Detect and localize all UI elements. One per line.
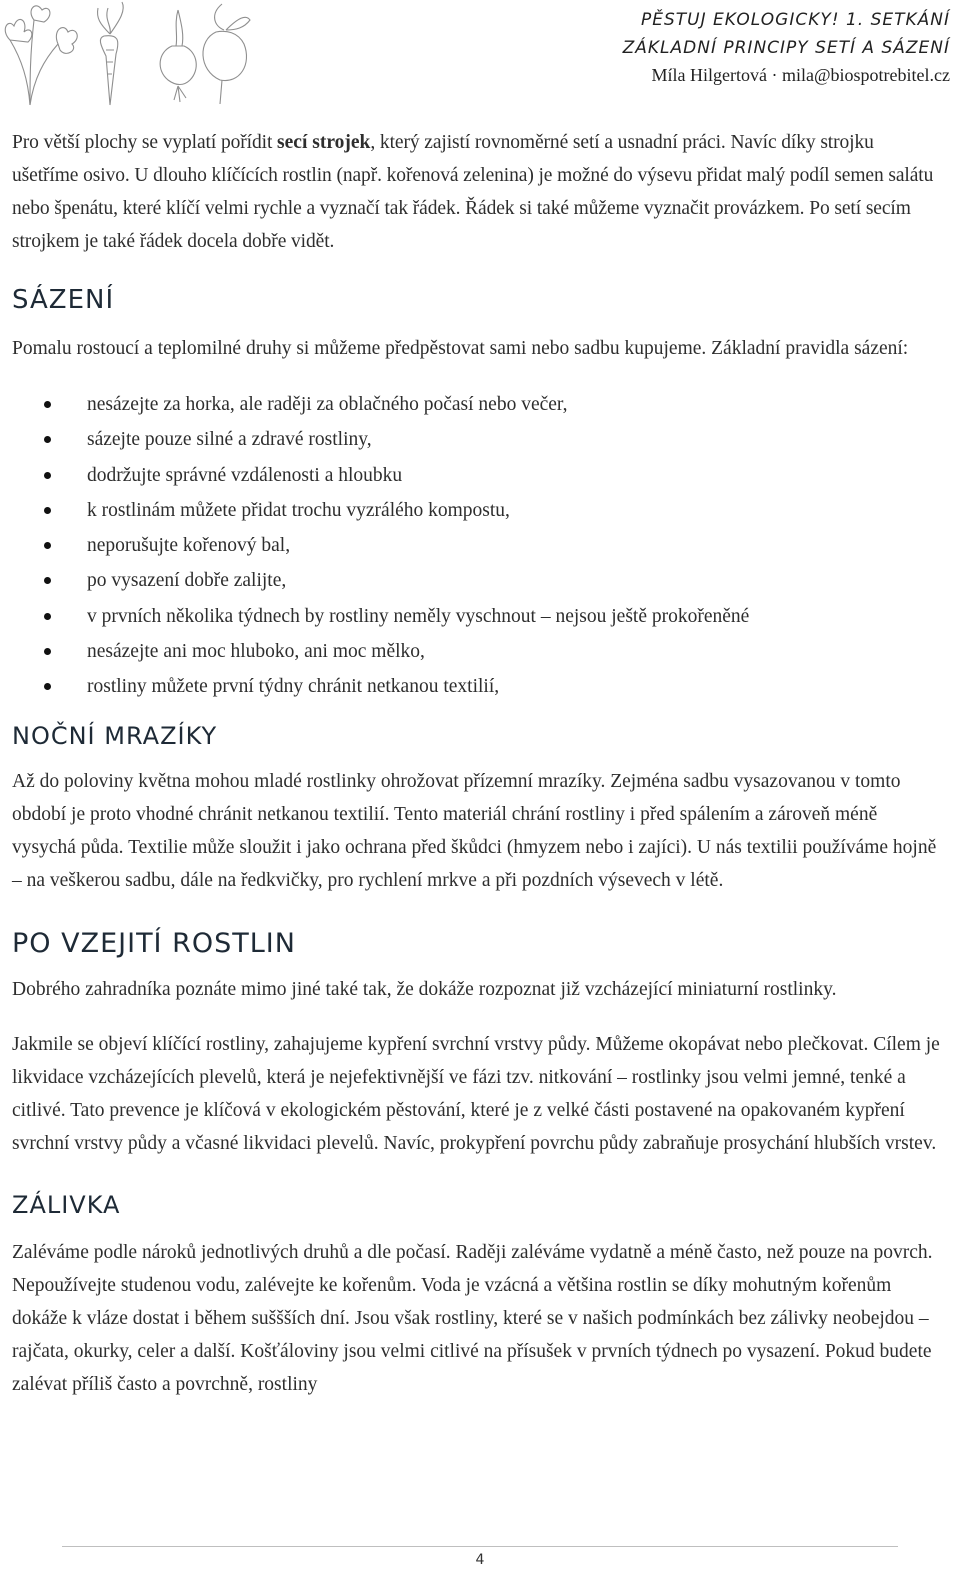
section-heading-mraziky: NOČNÍ MRAZÍKY — [12, 721, 218, 750]
intro-paragraph: Pro větší plochy se vyplatí pořídit secí strojek, který zajistí rovnoměrné setí a usnadní práci. Navíc díky strojku ušetříme osivo. U dlouho klíčících rostlin (např. kořenová zelenina) je možné do výsevu přidat malý podíl semen salátu nebo špenátu, které klíčí velmi rychle a vyznačí tak řádek. Řádek si také můžeme vyznačit provázkem. Po setí secím strojkem je také řádek docela dobře vidět. — [12, 132, 934, 252]
bold-term: secí strojek — [277, 132, 371, 153]
planting-rules-list — [12, 387, 942, 705]
list-item: dodržujte správné vzdálenosti a hloubku — [12, 458, 942, 493]
section-heading-vzejiti: PO VZEJITÍ ROSTLIN — [12, 927, 296, 959]
list-item: nesázejte ani moc hluboko, ani moc mělko, — [12, 634, 942, 669]
footer-divider — [62, 1546, 898, 1547]
section-heading-zalivka: ZÁLIVKA — [12, 1190, 121, 1219]
list-item: sázejte pouze silné a zdravé rostliny, — [12, 422, 942, 457]
vzejiti-paragraph-2: Jakmile se objeví klíčící rostliny, zahajujeme kypření svrchní vrstvy půdy. Můžeme okopávat nebo plečkovat. Cílem je likvidace vzcházejících plevelů, která je nejefektivnější ve fázi tzv. nitkování – rostlinky jsou velmi jemné, tenké a citlivé. Tato prevence je klíčová v ekologickém pěstování, které je z velké části postavené na opakovaném kypření svrchní vrstvy půdy a včasné likvidaci plevelů. Navíc, prokypření povrchu půdy zabraňuje prosychání hlubších vrstev. — [12, 1033, 940, 1154]
page-content — [12, 126, 942, 1401]
document-title: PĚSTUJ EKOLOGICKY! 1. SETKÁNÍ — [640, 10, 950, 30]
zalivka-paragraph: Zaléváme podle nároků jednotlivých druhů a dle počasí. Raději zaléváme vydatně a méně často, než pouze na povrch. Nepoužívejte studenou vodu, zalévejte ke kořenům. Voda je vzácná a většina rostlin se díky mohutným kořenům dokáže k vláze dostat i během suššších dní. Jsou však rostliny, které se v našich podmínkách bez zálivky neobejdou – rajčata, okurky, celer a další. Košťáloviny jsou velmi citlivé na přísušek v prvních týdnech po vysazení. Pokud budete zalévat příliš často a povrchně, rostliny — [12, 1241, 933, 1395]
list-item: rostliny můžete první týdny chránit netkanou textilií, — [12, 669, 942, 704]
document-header — [623, 6, 950, 88]
sazeni-paragraph: Pomalu rostoucí a teplomilné druhy si můžeme předpěstovat sami nebo sadbu kupujeme. Základní pravidla sázení: — [12, 338, 909, 359]
vzejiti-paragraph-1: Dobrého zahradníka poznáte mimo jiné také tak, že dokáže rozpoznat již vzcházející miniaturní rostlinky. — [12, 978, 837, 1000]
list-item: v prvních několika týdnech by rostliny neměly vyschnout – nejsou ještě prokořeněné — [12, 599, 942, 634]
list-item: k rostlinám můžete přidat trochu vyzrálého kompostu, — [12, 493, 942, 528]
document-subtitle: ZÁKLADNÍ PRINCIPY SETÍ A SÁZENÍ — [622, 38, 950, 58]
section-heading-sazeni: SÁZENÍ — [12, 285, 115, 315]
list-item: neporušujte kořenový bal, — [12, 528, 942, 563]
list-item: po vysazení dobře zalijte, — [12, 563, 942, 598]
vegetable-sketch-icon — [0, 0, 260, 110]
mraziky-paragraph: Až do poloviny května mohou mladé rostlinky ohrožovat přízemní mrazíky. Zejména sadbu vysazovanou v tomto období je proto vhodné chránit netkanou textilií. Tento materiál chrání rostliny i před spálením a zároveň méně vysychá půda. Textilie může sloužit i jako ochrana před škůdci (hmyzem nebo i zajíci). U nás textilii používáme hojně – na veškerou sadbu, dále na ředkvičky, pro rychlení mrkve a při pozdních výsevech v létě. — [12, 770, 937, 891]
list-item: nesázejte za horka, ale raději za oblačného počasí nebo večer, — [12, 387, 942, 422]
page-number: 4 — [475, 1552, 485, 1568]
author-contact: Míla Hilgertová · mila@biospotrebitel.cz — [651, 65, 950, 85]
